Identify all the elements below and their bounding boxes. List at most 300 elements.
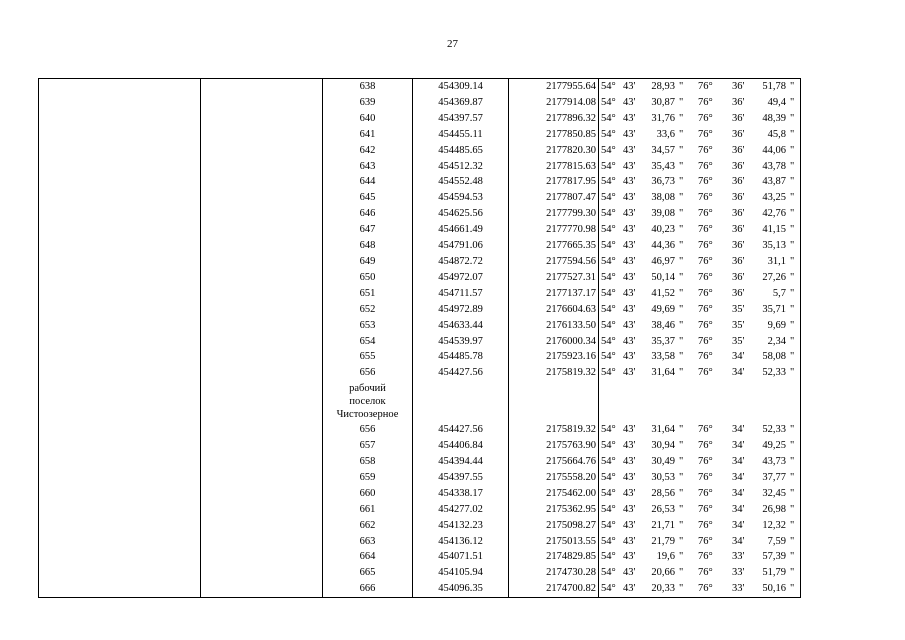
x-coordinate: 454711.57 bbox=[413, 286, 509, 302]
empty-cell-name bbox=[39, 318, 201, 334]
lat-minutes: 43' bbox=[623, 567, 636, 579]
lat-seconds-mark: " bbox=[677, 79, 696, 95]
y-coordinate: 2177820.30 bbox=[509, 143, 599, 159]
x-coordinate: 454512.32 bbox=[413, 159, 509, 175]
empty-cell-name bbox=[39, 381, 201, 422]
empty-cell-zone bbox=[201, 470, 323, 486]
lon-minutes: 33' bbox=[732, 551, 745, 563]
empty-cell-name bbox=[39, 79, 201, 95]
lon-minutes: 34' bbox=[732, 456, 745, 468]
lon-minutes: 36' bbox=[732, 176, 745, 188]
table-row bbox=[39, 143, 801, 159]
table-row bbox=[39, 438, 801, 454]
y-coordinate: 2177665.35 bbox=[509, 238, 599, 254]
lat-seconds-mark: " bbox=[679, 192, 684, 204]
empty-cell-zone bbox=[201, 143, 323, 159]
empty-cell-zone bbox=[201, 318, 323, 334]
lat-minutes: 43' bbox=[623, 160, 636, 172]
lon-seconds-mark: " bbox=[788, 534, 801, 550]
lat-seconds-mark: " bbox=[679, 335, 684, 347]
empty-cell bbox=[509, 381, 599, 422]
empty-cell-zone bbox=[201, 302, 323, 318]
lon-seconds-mark: " bbox=[788, 470, 801, 486]
x-coordinate: 454071.51 bbox=[413, 549, 509, 565]
lon-seconds: 7,59 bbox=[767, 535, 786, 547]
x-coordinate: 454485.65 bbox=[413, 143, 509, 159]
lon-minutes: 36' bbox=[730, 79, 756, 95]
empty-cell-name bbox=[39, 238, 201, 254]
empty-cell-zone bbox=[201, 206, 323, 222]
x-coordinate: 454972.89 bbox=[413, 302, 509, 318]
lon-seconds: 45,8 bbox=[767, 128, 786, 140]
y-coordinate: 2177815.63 bbox=[509, 159, 599, 175]
empty-cell-name bbox=[39, 286, 201, 302]
settlement-label-line: рабочий bbox=[349, 383, 386, 395]
lat-degrees: 54° bbox=[601, 519, 616, 531]
lat-seconds-mark: " bbox=[679, 224, 684, 236]
lat-seconds-mark: " bbox=[677, 581, 696, 597]
y-coordinate: 2174700.82 bbox=[509, 581, 599, 597]
lon-seconds-mark: " bbox=[788, 334, 801, 350]
lat-degrees: 54° bbox=[601, 567, 616, 579]
lat-minutes: 43' bbox=[623, 503, 636, 515]
empty-cell-zone bbox=[201, 454, 323, 470]
x-coordinate: 454455.11 bbox=[413, 127, 509, 143]
lat-seconds-mark: " bbox=[679, 551, 684, 563]
lat-degrees: 54° bbox=[601, 287, 616, 299]
empty-cell-name bbox=[39, 159, 201, 175]
lon-seconds: 37,77 bbox=[762, 471, 786, 483]
lat-minutes: 43' bbox=[623, 112, 636, 124]
lon-seconds-mark: " bbox=[788, 302, 801, 318]
empty-cell-name bbox=[39, 454, 201, 470]
lat-degrees: 54° bbox=[601, 96, 616, 108]
lat-seconds-mark: " bbox=[679, 487, 684, 499]
x-coordinate: 454096.35 bbox=[413, 581, 509, 597]
empty-cell-name bbox=[39, 174, 201, 190]
empty-cell-zone bbox=[201, 127, 323, 143]
lat-seconds-mark: " bbox=[679, 503, 684, 515]
lon-seconds: 43,25 bbox=[762, 192, 786, 204]
lat-degrees: 54° bbox=[601, 424, 616, 436]
point-number: 654 bbox=[323, 334, 413, 350]
lon-degrees: 76° bbox=[698, 287, 713, 299]
lon-seconds: 43,73 bbox=[762, 456, 786, 468]
empty-cell-name bbox=[39, 438, 201, 454]
lat-degrees: 54° bbox=[601, 208, 616, 220]
group-label-row bbox=[39, 381, 801, 422]
lat-seconds-mark: " bbox=[679, 128, 684, 140]
lat-seconds: 26,53 bbox=[651, 503, 675, 515]
table-row bbox=[39, 565, 801, 581]
lon-seconds-mark: " bbox=[788, 111, 801, 127]
lon-seconds-mark: " bbox=[788, 565, 801, 581]
lon-degrees: 76° bbox=[698, 519, 713, 531]
lat-seconds: 33,6 bbox=[656, 128, 675, 140]
point-number: 646 bbox=[323, 206, 413, 222]
x-coordinate: 454309.14 bbox=[413, 79, 509, 95]
lat-seconds-mark: " bbox=[679, 424, 684, 436]
lon-minutes: 36' bbox=[732, 192, 745, 204]
x-coordinate: 454105.94 bbox=[413, 565, 509, 581]
empty-cell-zone bbox=[201, 534, 323, 550]
table-row bbox=[39, 502, 801, 518]
empty-cell-name bbox=[39, 270, 201, 286]
table-row bbox=[39, 190, 801, 206]
lon-degrees: 76° bbox=[698, 128, 713, 140]
lon-seconds: 41,15 bbox=[762, 224, 786, 236]
lat-degrees: 54° bbox=[601, 128, 616, 140]
empty-cell-zone bbox=[201, 190, 323, 206]
lat-minutes: 43' bbox=[623, 319, 636, 331]
lat-seconds: 20,33 bbox=[643, 581, 677, 597]
lon-degrees: 76° bbox=[698, 144, 713, 156]
y-coordinate: 2175558.20 bbox=[509, 470, 599, 486]
lat-seconds: 36,73 bbox=[651, 176, 675, 188]
lon-minutes: 33' bbox=[730, 581, 756, 597]
lat-degrees: 54° bbox=[601, 487, 616, 499]
lat-seconds: 44,36 bbox=[651, 240, 675, 252]
lon-degrees: 76° bbox=[698, 440, 713, 452]
lon-seconds: 32,45 bbox=[762, 487, 786, 499]
lon-minutes: 36' bbox=[732, 271, 745, 283]
lon-seconds: 50,16 bbox=[756, 581, 788, 597]
lat-minutes: 43' bbox=[623, 535, 636, 547]
lon-seconds-mark: " bbox=[788, 95, 801, 111]
lat-seconds: 35,37 bbox=[651, 335, 675, 347]
table-row bbox=[39, 365, 801, 381]
lat-seconds: 20,66 bbox=[651, 567, 675, 579]
empty-cell-zone bbox=[201, 111, 323, 127]
settlement-label-line: Чистоозерное bbox=[336, 409, 399, 421]
empty-cell-zone bbox=[201, 438, 323, 454]
lon-seconds: 31,1 bbox=[767, 255, 786, 267]
lon-minutes: 36' bbox=[732, 224, 745, 236]
lat-minutes: 43' bbox=[623, 471, 636, 483]
lon-minutes: 34' bbox=[732, 535, 745, 547]
lon-degrees: 76° bbox=[698, 176, 713, 188]
lon-seconds-mark: " bbox=[788, 318, 801, 334]
lat-degrees: 54° bbox=[601, 535, 616, 547]
lon-degrees: 76° bbox=[698, 224, 713, 236]
lon-degrees: 76° bbox=[698, 424, 713, 436]
empty-cell-zone bbox=[201, 422, 323, 438]
lat-minutes: 43' bbox=[623, 128, 636, 140]
lat-degrees: 54° bbox=[601, 351, 616, 363]
y-coordinate: 2177896.32 bbox=[509, 111, 599, 127]
lat-minutes: 43' bbox=[621, 581, 643, 597]
lon-minutes: 34' bbox=[732, 367, 745, 379]
lat-seconds-mark: " bbox=[679, 208, 684, 220]
lat-minutes: 43' bbox=[623, 487, 636, 499]
y-coordinate: 2177137.17 bbox=[509, 286, 599, 302]
lon-seconds: 48,39 bbox=[762, 112, 786, 124]
lat-degrees: 54° bbox=[601, 471, 616, 483]
lat-seconds-mark: " bbox=[679, 160, 684, 172]
empty-cell-zone bbox=[201, 95, 323, 111]
empty-cell-zone bbox=[201, 565, 323, 581]
point-number: 666 bbox=[323, 581, 413, 597]
point-number: 650 bbox=[323, 270, 413, 286]
lon-degrees: 76° bbox=[698, 96, 713, 108]
lon-seconds: 51,79 bbox=[762, 567, 786, 579]
table-row bbox=[39, 238, 801, 254]
lat-seconds-mark: " bbox=[679, 535, 684, 547]
lon-seconds: 57,39 bbox=[762, 551, 786, 563]
empty-cell-zone bbox=[201, 159, 323, 175]
x-coordinate: 454872.72 bbox=[413, 254, 509, 270]
lat-seconds: 33,58 bbox=[651, 351, 675, 363]
table-row bbox=[39, 470, 801, 486]
empty-cell-name bbox=[39, 518, 201, 534]
coordinates-table-body bbox=[39, 79, 801, 598]
empty-cell-name bbox=[39, 334, 201, 350]
lat-minutes: 43' bbox=[621, 79, 643, 95]
lon-degrees: 76° bbox=[698, 471, 713, 483]
x-coordinate: 454406.84 bbox=[413, 438, 509, 454]
point-number: 652 bbox=[323, 302, 413, 318]
lat-seconds-mark: " bbox=[679, 440, 684, 452]
lat-seconds: 35,43 bbox=[651, 160, 675, 172]
lon-seconds-mark: " bbox=[788, 222, 801, 238]
point-number: 656 bbox=[323, 365, 413, 381]
lat-seconds: 41,52 bbox=[651, 287, 675, 299]
y-coordinate: 2175763.90 bbox=[509, 438, 599, 454]
lat-seconds-mark: " bbox=[679, 144, 684, 156]
empty-cell-name bbox=[39, 143, 201, 159]
lon-seconds: 43,78 bbox=[762, 160, 786, 172]
lon-seconds-mark: " bbox=[788, 438, 801, 454]
point-number: 658 bbox=[323, 454, 413, 470]
lon-minutes: 36' bbox=[732, 208, 745, 220]
lon-seconds: 49,25 bbox=[762, 440, 786, 452]
point-number: 638 bbox=[323, 79, 413, 95]
lat-degrees: 54° bbox=[601, 255, 616, 267]
x-coordinate: 454427.56 bbox=[413, 365, 509, 381]
lon-seconds-mark: " bbox=[788, 79, 801, 95]
y-coordinate: 2175664.76 bbox=[509, 454, 599, 470]
lat-minutes: 43' bbox=[623, 192, 636, 204]
lon-degrees: 76° bbox=[696, 581, 730, 597]
lon-seconds: 27,26 bbox=[762, 271, 786, 283]
lat-seconds: 28,56 bbox=[651, 487, 675, 499]
table-row bbox=[39, 534, 801, 550]
empty-cell-name bbox=[39, 565, 201, 581]
point-number: 662 bbox=[323, 518, 413, 534]
lon-degrees: 76° bbox=[698, 351, 713, 363]
lat-seconds-mark: " bbox=[679, 367, 684, 379]
empty-cell-zone bbox=[201, 334, 323, 350]
lon-degrees: 76° bbox=[698, 271, 713, 283]
lon-degrees: 76° bbox=[698, 255, 713, 267]
lon-seconds-mark: " bbox=[788, 422, 801, 438]
lon-degrees: 76° bbox=[698, 303, 713, 315]
lon-seconds-mark: " bbox=[788, 454, 801, 470]
y-coordinate: 2176133.50 bbox=[509, 318, 599, 334]
lat-minutes: 43' bbox=[623, 519, 636, 531]
lon-degrees: 76° bbox=[696, 79, 730, 95]
empty-cell-name bbox=[39, 502, 201, 518]
lon-minutes: 36' bbox=[732, 128, 745, 140]
lat-minutes: 43' bbox=[623, 287, 636, 299]
x-coordinate: 454369.87 bbox=[413, 95, 509, 111]
lat-seconds: 39,08 bbox=[651, 208, 675, 220]
x-coordinate: 454136.12 bbox=[413, 534, 509, 550]
lat-seconds: 34,57 bbox=[651, 144, 675, 156]
lat-seconds: 21,79 bbox=[651, 535, 675, 547]
lat-seconds-mark: " bbox=[679, 319, 684, 331]
empty-cell-zone bbox=[201, 270, 323, 286]
lon-seconds-mark: " bbox=[788, 143, 801, 159]
lon-minutes: 36' bbox=[732, 287, 745, 299]
x-coordinate: 454394.44 bbox=[413, 454, 509, 470]
lat-seconds: 21,71 bbox=[651, 519, 675, 531]
lon-seconds-mark: " bbox=[788, 581, 801, 597]
lon-seconds: 12,32 bbox=[762, 519, 786, 531]
coordinates-table bbox=[38, 78, 801, 598]
empty-cell-zone bbox=[201, 502, 323, 518]
table-row bbox=[39, 206, 801, 222]
lat-seconds: 30,53 bbox=[651, 471, 675, 483]
lat-minutes: 43' bbox=[623, 176, 636, 188]
lat-minutes: 43' bbox=[623, 351, 636, 363]
x-coordinate: 454594.53 bbox=[413, 190, 509, 206]
x-coordinate: 454633.44 bbox=[413, 318, 509, 334]
lon-minutes: 36' bbox=[732, 144, 745, 156]
y-coordinate: 2174829.85 bbox=[509, 549, 599, 565]
point-number: 665 bbox=[323, 565, 413, 581]
x-coordinate: 454661.49 bbox=[413, 222, 509, 238]
y-coordinate: 2177807.47 bbox=[509, 190, 599, 206]
lon-seconds-mark: " bbox=[788, 502, 801, 518]
table-row bbox=[39, 549, 801, 565]
empty-cell bbox=[413, 381, 509, 422]
lat-seconds-mark: " bbox=[679, 176, 684, 188]
lon-seconds-mark: " bbox=[788, 127, 801, 143]
empty-cell-name bbox=[39, 486, 201, 502]
lon-seconds-mark: " bbox=[788, 349, 801, 365]
x-coordinate: 454132.23 bbox=[413, 518, 509, 534]
point-number: 657 bbox=[323, 438, 413, 454]
y-coordinate: 2175819.32 bbox=[509, 422, 599, 438]
y-coordinate: 2175013.55 bbox=[509, 534, 599, 550]
lon-minutes: 36' bbox=[732, 255, 745, 267]
point-number: 651 bbox=[323, 286, 413, 302]
table-row bbox=[39, 581, 801, 597]
point-number: 647 bbox=[323, 222, 413, 238]
empty-cell-name bbox=[39, 365, 201, 381]
lat-degrees: 54° bbox=[601, 551, 616, 563]
empty-cell-zone bbox=[201, 174, 323, 190]
lat-degrees: 54° bbox=[601, 440, 616, 452]
point-number: 659 bbox=[323, 470, 413, 486]
lon-minutes: 34' bbox=[732, 519, 745, 531]
x-coordinate: 454552.48 bbox=[413, 174, 509, 190]
empty-cell-zone bbox=[201, 349, 323, 365]
lat-degrees: 54° bbox=[601, 144, 616, 156]
point-number: 661 bbox=[323, 502, 413, 518]
lon-degrees: 76° bbox=[698, 112, 713, 124]
empty-cell-name bbox=[39, 127, 201, 143]
lon-seconds-mark: " bbox=[788, 254, 801, 270]
table-row bbox=[39, 518, 801, 534]
lon-degrees: 76° bbox=[698, 240, 713, 252]
empty-cell-name bbox=[39, 95, 201, 111]
table-row bbox=[39, 222, 801, 238]
point-number: 642 bbox=[323, 143, 413, 159]
x-coordinate: 454972.07 bbox=[413, 270, 509, 286]
lat-seconds-mark: " bbox=[679, 240, 684, 252]
table-row bbox=[39, 111, 801, 127]
table-row bbox=[39, 349, 801, 365]
point-number: 648 bbox=[323, 238, 413, 254]
x-coordinate: 454485.78 bbox=[413, 349, 509, 365]
lon-degrees: 76° bbox=[698, 567, 713, 579]
lon-seconds: 2,34 bbox=[767, 335, 786, 347]
lat-seconds-mark: " bbox=[679, 351, 684, 363]
lat-seconds: 31,64 bbox=[651, 424, 675, 436]
empty-cell-name bbox=[39, 190, 201, 206]
empty-cell-name bbox=[39, 470, 201, 486]
lat-degrees: 54° bbox=[601, 303, 616, 315]
lon-minutes: 34' bbox=[732, 424, 745, 436]
empty-cell-zone bbox=[201, 79, 323, 95]
lat-degrees: 54° bbox=[601, 503, 616, 515]
table-row bbox=[39, 159, 801, 175]
lat-degrees: 54° bbox=[601, 367, 616, 379]
settlement-label bbox=[323, 381, 413, 422]
lat-minutes: 43' bbox=[623, 335, 636, 347]
empty-cell-zone bbox=[201, 238, 323, 254]
lat-seconds: 40,23 bbox=[651, 224, 675, 236]
empty-cell-zone bbox=[201, 581, 323, 597]
x-coordinate: 454625.56 bbox=[413, 206, 509, 222]
x-coordinate: 454791.06 bbox=[413, 238, 509, 254]
lat-minutes: 43' bbox=[623, 255, 636, 267]
empty-cell-zone bbox=[201, 381, 323, 422]
y-coordinate: 2175923.16 bbox=[509, 349, 599, 365]
y-coordinate: 2175098.27 bbox=[509, 518, 599, 534]
table-row bbox=[39, 95, 801, 111]
y-coordinate: 2175462.00 bbox=[509, 486, 599, 502]
lon-minutes: 33' bbox=[732, 567, 745, 579]
table-row bbox=[39, 302, 801, 318]
lat-seconds: 30,94 bbox=[651, 440, 675, 452]
x-coordinate: 454277.02 bbox=[413, 502, 509, 518]
lat-degrees: 54° bbox=[601, 335, 616, 347]
empty-cell-name bbox=[39, 349, 201, 365]
y-coordinate: 2177914.08 bbox=[509, 95, 599, 111]
point-number: 660 bbox=[323, 486, 413, 502]
table-row bbox=[39, 270, 801, 286]
lon-degrees: 76° bbox=[698, 208, 713, 220]
table-row bbox=[39, 254, 801, 270]
y-coordinate: 2177955.64 bbox=[509, 79, 599, 95]
lon-degrees: 76° bbox=[698, 192, 713, 204]
lon-seconds: 49,4 bbox=[767, 96, 786, 108]
lat-minutes: 43' bbox=[623, 224, 636, 236]
empty-cell-zone bbox=[201, 365, 323, 381]
lon-degrees: 76° bbox=[698, 487, 713, 499]
lat-minutes: 43' bbox=[623, 440, 636, 452]
empty-cell-name bbox=[39, 111, 201, 127]
lat-seconds: 46,97 bbox=[651, 255, 675, 267]
lat-seconds: 28,93 bbox=[643, 79, 677, 95]
lat-seconds-mark: " bbox=[679, 287, 684, 299]
lat-seconds: 38,46 bbox=[651, 319, 675, 331]
lon-seconds-mark: " bbox=[788, 549, 801, 565]
y-coordinate: 2177850.85 bbox=[509, 127, 599, 143]
